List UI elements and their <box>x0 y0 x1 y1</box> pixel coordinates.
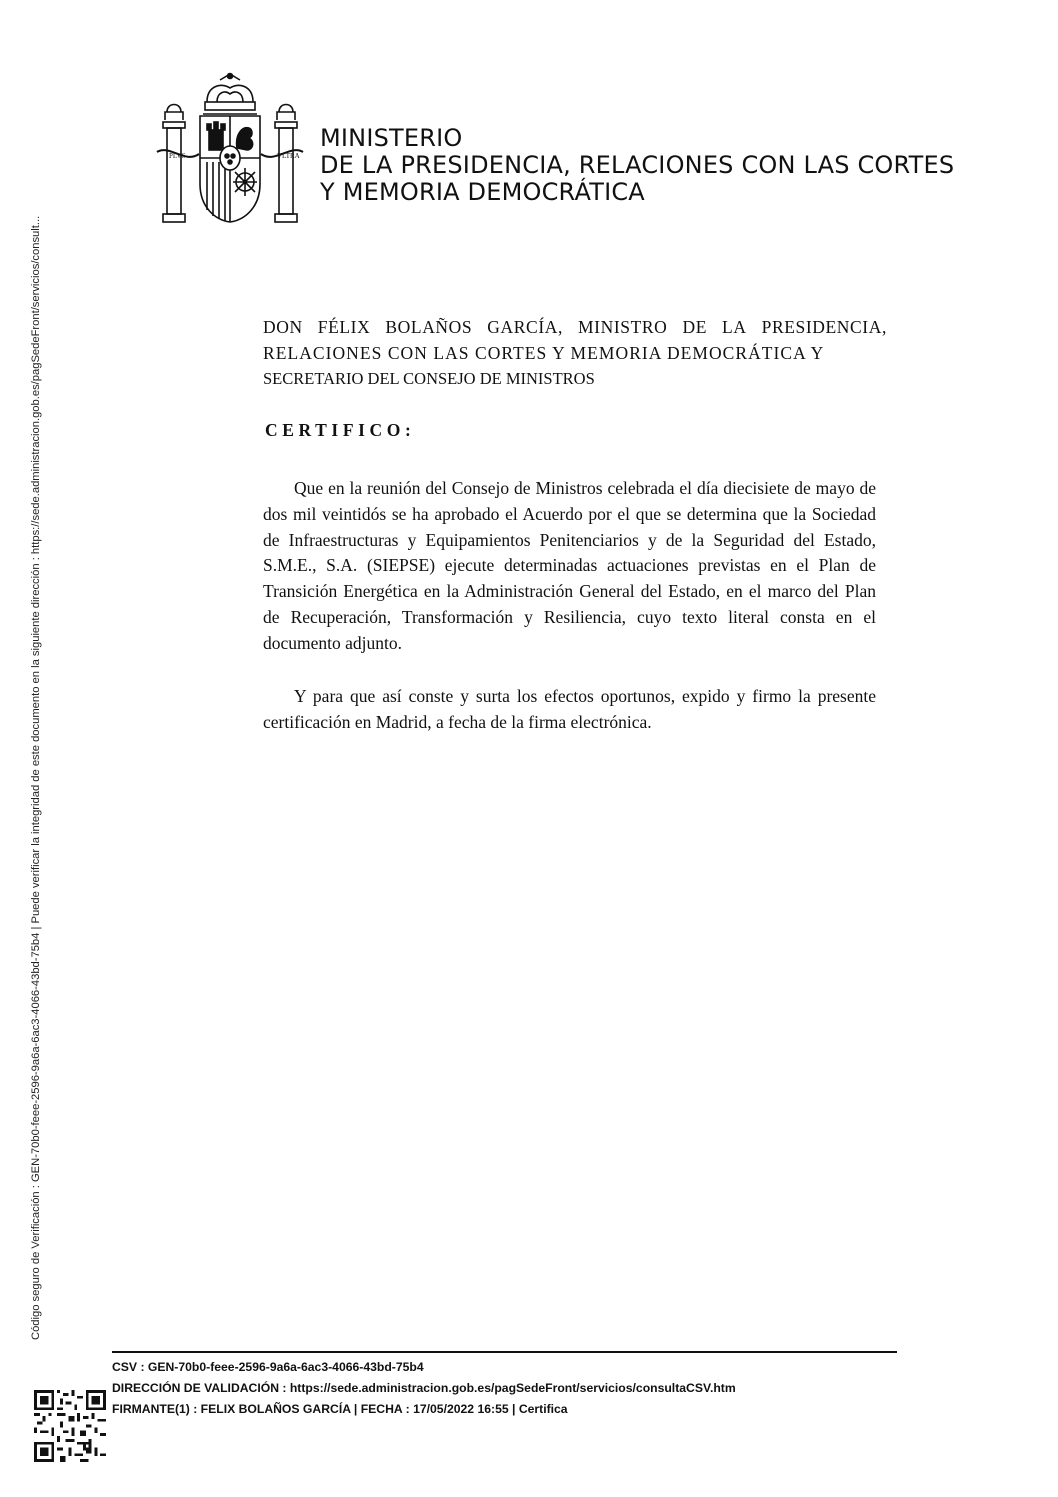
addressee-word: BOLAÑOS <box>385 317 473 337</box>
side-verification-text: Código seguro de Verificación : GEN-70b0-feee-2596-9a6a-6ac3-4066-43bd-75b4 | Puede verificar la integridad de este documento en la siguiente dirección : https://sede.administracion.gob.es/pagSedeFront/servicios/consult... <box>30 215 42 1340</box>
addressee-word: LA <box>722 317 747 337</box>
addressee-block <box>263 314 887 392</box>
body-paragraph: Que en la reunión del Consejo de Ministros celebrada el día diecisiete de mayo de dos mil veintidós se ha aprobado el Acuerdo por el que se determina que la Sociedad de Infraestructuras y Equipamientos Penitenciarios y de la Seguridad del Estado, S.M.E., S.A. (SIEPSE) ejecute determinadas actuaciones previstas en el Plan de Transición Energética en la Administración General del Estado, en el marco del Plan de Recuperación, Transformación y Resiliencia, cuyo texto literal consta en el documento adjunto. <box>263 478 876 653</box>
closing-paragraph: Y para que así conste y surta los efectos oportunos, expido y firmo la presente certificación en Madrid, a fecha de la firma electrónica. <box>263 686 876 732</box>
certifico-heading: CERTIFICO: <box>265 420 416 440</box>
svg-text:VLTRA: VLTRA <box>277 152 300 160</box>
coat-of-arms-icon <box>155 72 305 232</box>
qr-code-icon <box>34 1390 106 1462</box>
addressee-line-1 <box>263 314 887 340</box>
addressee-word: FÉLIX <box>317 317 371 337</box>
ministry-line-1: MINISTERIO <box>320 124 463 152</box>
csv-code: CSV : GEN-70b0-feee-2596-9a6a-6ac3-4066-43bd-75b4 <box>112 1360 424 1374</box>
svg-text:PLVS: PLVS <box>169 152 186 160</box>
addressee-word: DE <box>682 317 707 337</box>
addressee-word: GARCÍA, <box>487 317 563 337</box>
addressee-line-3: SECRETARIO DEL CONSEJO DE MINISTROS <box>263 369 595 388</box>
addressee-word: MINISTRO <box>578 317 668 337</box>
signer-info: FIRMANTE(1) : FELIX BOLAÑOS GARCÍA | FECHA : 17/05/2022 16:55 | Certifica <box>112 1402 568 1416</box>
addressee-line-2: RELACIONES CON LAS CORTES Y MEMORIA DEMOCRÁTICA Y <box>263 343 825 363</box>
footer-divider <box>112 1351 897 1353</box>
signature-footer <box>112 1357 736 1420</box>
addressee-word: DON <box>263 317 303 337</box>
validation-address: DIRECCIÓN DE VALIDACIÓN : https://sede.administracion.gob.es/pagSedeFront/servicios/consultaCSV.htm <box>112 1381 736 1395</box>
ministry-line-3: Y MEMORIA DEMOCRÁTICA <box>320 178 645 206</box>
ministry-line-2: DE LA PRESIDENCIA, RELACIONES CON LAS CORTES <box>320 151 955 179</box>
ministry-name <box>320 125 954 206</box>
addressee-word: PRESIDENCIA, <box>761 317 887 337</box>
